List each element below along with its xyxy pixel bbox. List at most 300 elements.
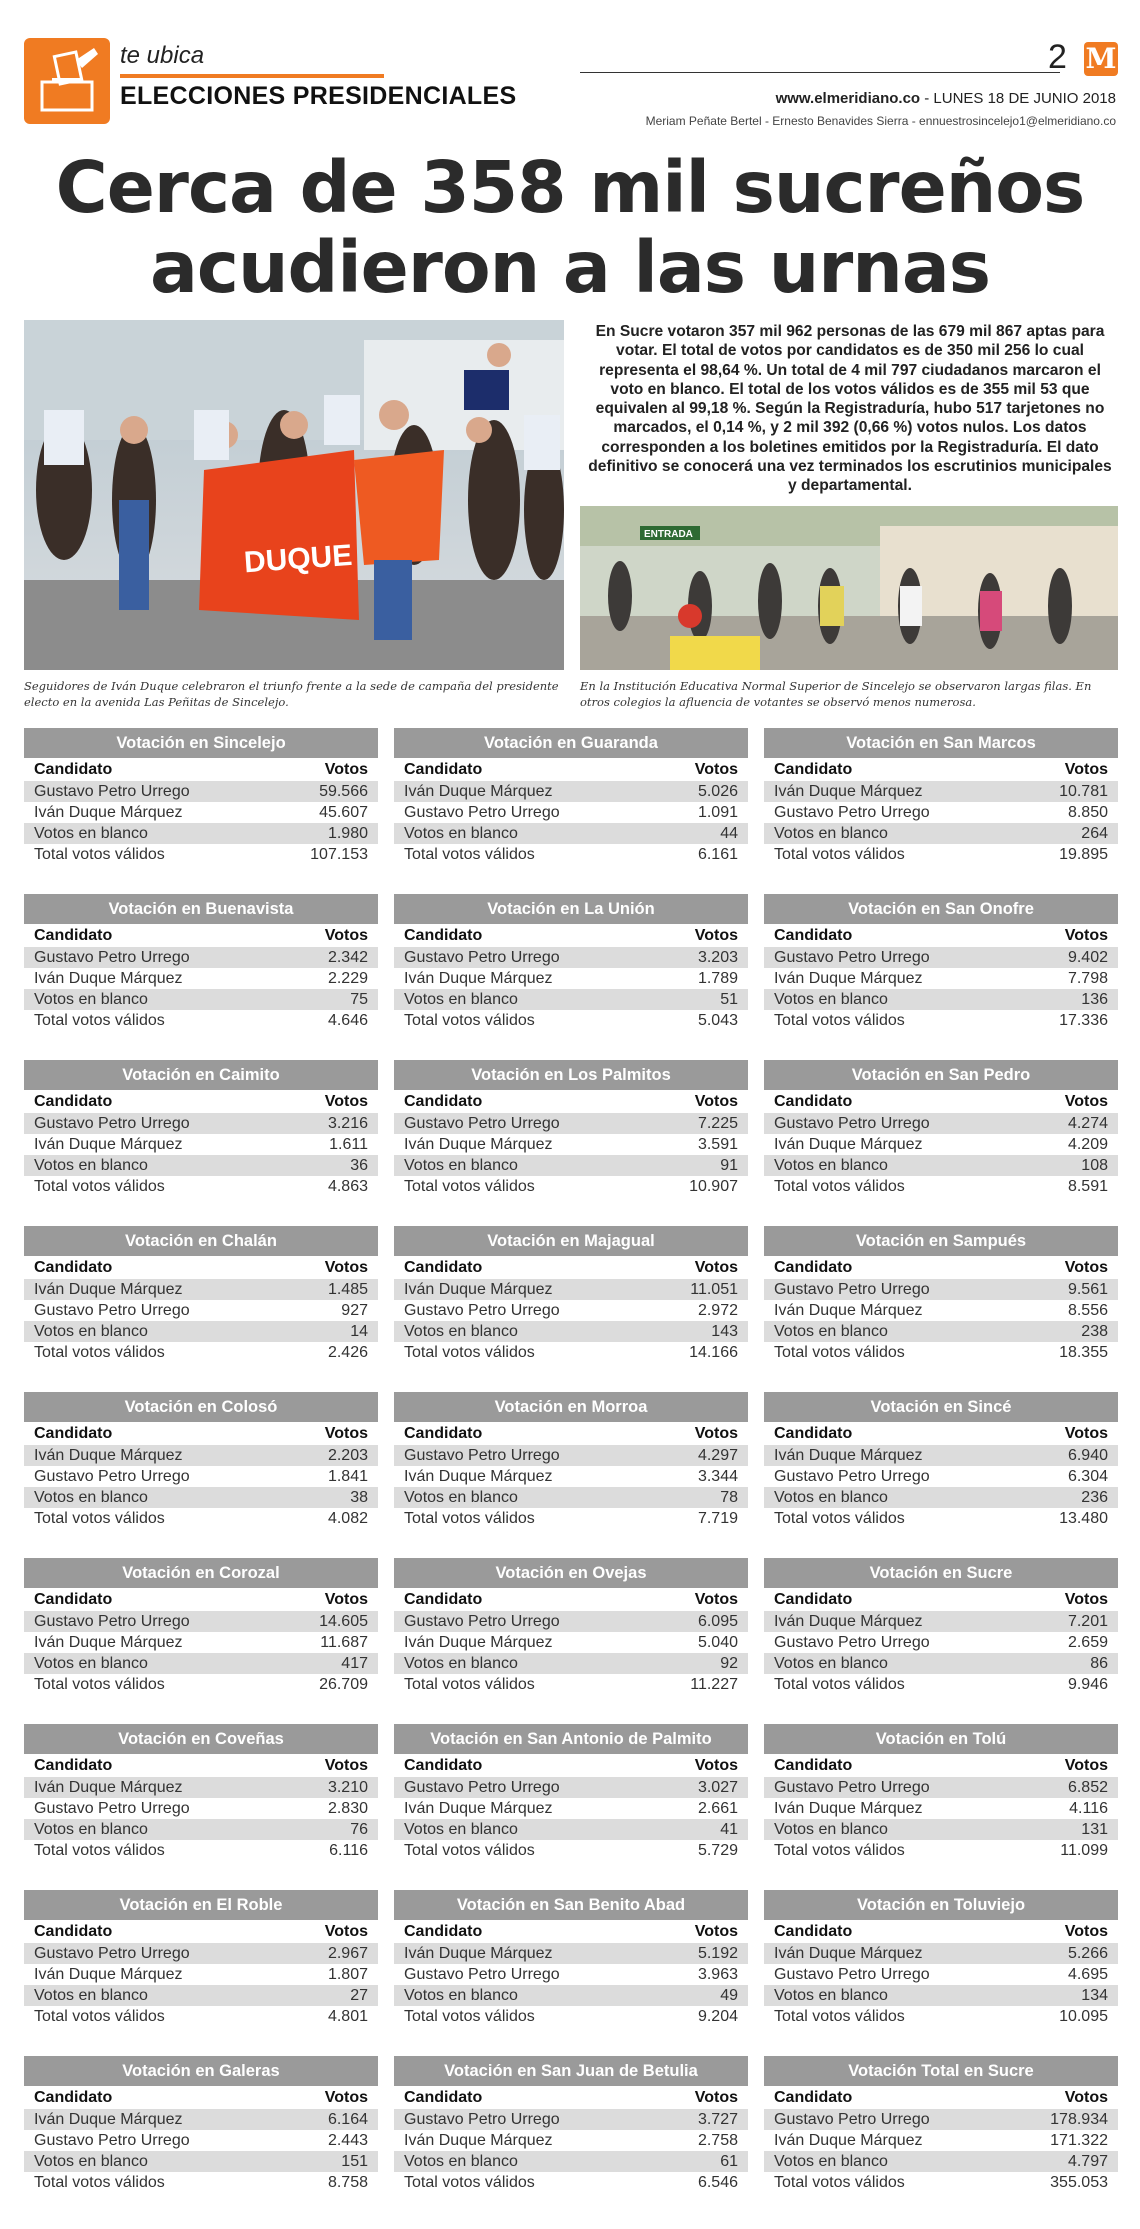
candidate-header: Candidato bbox=[774, 927, 853, 944]
votes-header: Votos bbox=[694, 1259, 738, 1276]
table-row bbox=[764, 1985, 1118, 2006]
table-title: Votación en Guaranda bbox=[394, 728, 748, 758]
table-header-row bbox=[24, 1754, 378, 1777]
table-header-row bbox=[394, 1588, 748, 1611]
table-row bbox=[24, 1279, 378, 1300]
votes-cell: 2.229 bbox=[327, 970, 368, 987]
results-table bbox=[764, 1724, 1118, 1861]
table-title: Votación en Colosó bbox=[24, 1392, 378, 1422]
votes-header: Votos bbox=[1064, 2089, 1108, 2106]
votes-cell: 9.402 bbox=[1067, 949, 1108, 966]
candidate-cell: Votos en blanco bbox=[774, 2153, 888, 2170]
table-row bbox=[24, 968, 378, 989]
votes-cell: 75 bbox=[350, 991, 368, 1008]
results-table bbox=[24, 2056, 378, 2193]
votes-cell: 3.591 bbox=[697, 1136, 738, 1153]
votes-cell: 2.830 bbox=[327, 1800, 368, 1817]
candidate-header: Candidato bbox=[34, 1259, 113, 1276]
candidate-cell: Votos en blanco bbox=[774, 1489, 888, 1506]
candidate-header: Candidato bbox=[34, 1923, 113, 1940]
candidate-cell: Iván Duque Márquez bbox=[774, 1613, 923, 1630]
candidate-cell: Total votos válidos bbox=[404, 2008, 535, 2025]
votes-cell: 4.209 bbox=[1067, 1136, 1108, 1153]
candidate-cell: Total votos válidos bbox=[774, 1344, 905, 1361]
votes-cell: 2.443 bbox=[327, 2132, 368, 2149]
candidate-cell: Total votos válidos bbox=[404, 2174, 535, 2191]
results-table bbox=[24, 894, 378, 1031]
table-row bbox=[394, 989, 748, 1010]
votes-cell: 151 bbox=[341, 2153, 368, 2170]
candidate-cell: Iván Duque Márquez bbox=[404, 1945, 553, 1962]
table-row bbox=[24, 989, 378, 1010]
votes-cell: 3.203 bbox=[697, 949, 738, 966]
table-row bbox=[394, 2109, 748, 2130]
votes-header: Votos bbox=[324, 1259, 368, 1276]
table-header-row bbox=[394, 1256, 748, 1279]
intro-paragraph: En Sucre votaron 357 mil 962 personas de las 679 mil 867 aptas para votar. El total de votos por candidatos es de 350 mil 256 lo cual representa el 98,64 %. Un total de 4 mil 797 ciudadanos marcaron el voto en blanco. El total de los votos válidos es de 355 mil 53 que equivalen al 99,18 %. Según la Registraduría, hubo 517 tarjetones no marcados, el 0,14 %, y 2 mil 392 (0,66 %) votos nulos. Los datos corresponden a los boletines emitidos por la Registraduría. El dato definitivo se conocerá una vez terminados los escrutinios municipales y departamental. bbox=[588, 323, 1112, 495]
table-row bbox=[24, 1985, 378, 2006]
table-row bbox=[764, 1840, 1118, 1861]
votes-cell: 6.546 bbox=[697, 2174, 738, 2191]
table-row bbox=[24, 1819, 378, 1840]
votes-cell: 5.729 bbox=[697, 1842, 738, 1859]
table-row bbox=[24, 2130, 378, 2151]
table-title: Votación en Los Palmitos bbox=[394, 1060, 748, 1090]
votes-cell: 238 bbox=[1081, 1323, 1108, 1340]
table-row bbox=[764, 1653, 1118, 1674]
votes-header: Votos bbox=[1064, 1093, 1108, 1110]
candidate-cell: Votos en blanco bbox=[404, 825, 518, 842]
table-header-row bbox=[764, 924, 1118, 947]
table-row bbox=[764, 989, 1118, 1010]
votes-header: Votos bbox=[1064, 1259, 1108, 1276]
banner-text: DUQUE bbox=[242, 538, 354, 580]
photo-caption-2: En la Institución Educativa Normal Superior de Sincelejo se observaron largas filas. En otros colegios la afluencia de votantes se observó menos numerosa. bbox=[580, 679, 1092, 709]
votes-cell: 9.561 bbox=[1067, 1281, 1108, 1298]
candidate-cell: Iván Duque Márquez bbox=[34, 1634, 183, 1651]
votes-cell: 14.605 bbox=[319, 1613, 368, 1630]
candidate-header: Candidato bbox=[774, 2089, 853, 2106]
table-row bbox=[24, 1487, 378, 1508]
table-row bbox=[394, 1010, 748, 1031]
candidate-cell: Votos en blanco bbox=[404, 1489, 518, 1506]
candidate-cell: Gustavo Petro Urrego bbox=[404, 949, 560, 966]
votes-cell: 3.210 bbox=[327, 1779, 368, 1796]
site-url[interactable]: www.elmeridiano.co bbox=[775, 90, 921, 107]
votes-header: Votos bbox=[694, 1923, 738, 1940]
table-row bbox=[764, 1674, 1118, 1695]
votes-header: Votos bbox=[694, 2089, 738, 2106]
table-row bbox=[764, 1010, 1118, 1031]
table-title: Votación en Corozal bbox=[24, 1558, 378, 1588]
candidate-cell: Total votos válidos bbox=[404, 1344, 535, 1361]
candidate-header: Candidato bbox=[404, 1259, 483, 1276]
votes-cell: 44 bbox=[720, 825, 738, 842]
candidate-cell: Total votos válidos bbox=[34, 1178, 165, 1195]
candidate-cell: Gustavo Petro Urrego bbox=[774, 1115, 930, 1132]
candidate-cell: Votos en blanco bbox=[34, 2153, 148, 2170]
table-title: Votación en Sincelejo bbox=[24, 728, 378, 758]
votes-cell: 7.201 bbox=[1067, 1613, 1108, 1630]
candidate-cell: Votos en blanco bbox=[774, 1157, 888, 1174]
votes-cell: 11.051 bbox=[690, 1281, 738, 1298]
votes-cell: 2.967 bbox=[327, 1945, 368, 1962]
results-table bbox=[394, 1060, 748, 1197]
candidate-cell: Iván Duque Márquez bbox=[404, 2132, 553, 2149]
table-row bbox=[764, 2006, 1118, 2027]
votes-cell: 171.322 bbox=[1050, 2132, 1108, 2149]
candidate-cell: Gustavo Petro Urrego bbox=[34, 1115, 190, 1132]
table-row bbox=[24, 1445, 378, 1466]
votes-cell: 49 bbox=[720, 1987, 738, 2004]
votes-cell: 2.203 bbox=[327, 1447, 368, 1464]
results-table bbox=[24, 1226, 378, 1363]
results-table bbox=[764, 1558, 1118, 1695]
table-title: Votación en San Marcos bbox=[764, 728, 1118, 758]
votes-header: Votos bbox=[324, 2089, 368, 2106]
table-row bbox=[394, 781, 748, 802]
votes-cell: 264 bbox=[1081, 825, 1108, 842]
table-title: Votación en Toluviejo bbox=[764, 1890, 1118, 1920]
table-title: Votación en San Onofre bbox=[764, 894, 1118, 924]
votes-cell: 2.758 bbox=[697, 2132, 738, 2149]
votes-cell: 178.934 bbox=[1050, 2111, 1108, 2128]
table-row bbox=[24, 1010, 378, 1031]
table-row bbox=[764, 1819, 1118, 1840]
table-row bbox=[24, 947, 378, 968]
table-title: Votación en Majagual bbox=[394, 1226, 748, 1256]
candidate-cell: Votos en blanco bbox=[404, 991, 518, 1008]
votes-header: Votos bbox=[694, 1591, 738, 1608]
votes-cell: 2.426 bbox=[327, 1344, 368, 1361]
candidate-cell: Gustavo Petro Urrego bbox=[34, 2132, 190, 2149]
candidate-header: Candidato bbox=[404, 761, 483, 778]
table-header-row bbox=[764, 1090, 1118, 1113]
table-row bbox=[764, 1300, 1118, 1321]
table-title: Votación en Galeras bbox=[24, 2056, 378, 2086]
candidate-cell: Gustavo Petro Urrego bbox=[774, 949, 930, 966]
table-row bbox=[394, 1176, 748, 1197]
table-row bbox=[394, 1300, 748, 1321]
candidate-cell: Total votos válidos bbox=[34, 2008, 165, 2025]
table-row bbox=[764, 1777, 1118, 1798]
votes-cell: 3.216 bbox=[327, 1115, 368, 1132]
table-row bbox=[394, 1611, 748, 1632]
votes-cell: 3.027 bbox=[697, 1779, 738, 1796]
votes-header: Votos bbox=[1064, 761, 1108, 778]
candidate-cell: Total votos válidos bbox=[774, 1012, 905, 1029]
table-row bbox=[764, 1176, 1118, 1197]
votes-header: Votos bbox=[1064, 927, 1108, 944]
candidate-cell: Gustavo Petro Urrego bbox=[774, 804, 930, 821]
candidate-cell: Gustavo Petro Urrego bbox=[404, 804, 560, 821]
table-row bbox=[394, 1445, 748, 1466]
table-row bbox=[764, 2109, 1118, 2130]
table-row bbox=[394, 947, 748, 968]
section-kicker: te ubica bbox=[120, 42, 205, 69]
candidate-cell: Iván Duque Márquez bbox=[774, 1800, 923, 1817]
candidate-cell: Gustavo Petro Urrego bbox=[34, 1302, 190, 1319]
table-row bbox=[764, 1155, 1118, 1176]
candidate-cell: Iván Duque Márquez bbox=[404, 1468, 553, 1485]
votes-cell: 51 bbox=[720, 991, 738, 1008]
votes-cell: 4.082 bbox=[327, 1510, 368, 1527]
votes-cell: 2.342 bbox=[327, 949, 368, 966]
votes-header: Votos bbox=[1064, 1591, 1108, 1608]
table-row bbox=[394, 1943, 748, 1964]
candidate-header: Candidato bbox=[34, 1591, 113, 1608]
candidate-cell: Gustavo Petro Urrego bbox=[34, 1613, 190, 1630]
table-row bbox=[24, 781, 378, 802]
sign-text: ENTRADA bbox=[644, 529, 693, 540]
candidate-cell: Gustavo Petro Urrego bbox=[34, 949, 190, 966]
votes-cell: 4.801 bbox=[327, 2008, 368, 2025]
table-row bbox=[394, 1632, 748, 1653]
votes-cell: 86 bbox=[1090, 1655, 1108, 1672]
candidate-cell: Votos en blanco bbox=[774, 1821, 888, 1838]
candidate-cell: Votos en blanco bbox=[34, 1157, 148, 1174]
headline-line-1: Cerca de 358 mil sucreños bbox=[55, 146, 1085, 229]
candidate-cell: Iván Duque Márquez bbox=[34, 1136, 183, 1153]
table-row bbox=[764, 1632, 1118, 1653]
table-title: Votación en El Roble bbox=[24, 1890, 378, 1920]
candidate-cell: Total votos válidos bbox=[34, 846, 165, 863]
votes-cell: 1.611 bbox=[329, 1136, 368, 1153]
table-row bbox=[394, 1134, 748, 1155]
table-header-row bbox=[394, 1422, 748, 1445]
results-table bbox=[394, 2056, 748, 2193]
candidate-cell: Iván Duque Márquez bbox=[774, 1447, 923, 1464]
votes-cell: 91 bbox=[720, 1157, 738, 1174]
candidate-cell: Iván Duque Márquez bbox=[774, 1945, 923, 1962]
dateline bbox=[776, 90, 1116, 107]
table-row bbox=[764, 947, 1118, 968]
table-row bbox=[24, 844, 378, 865]
table-header-row bbox=[764, 1920, 1118, 1943]
candidate-cell: Votos en blanco bbox=[34, 1987, 148, 2004]
table-title: Votación en Morroa bbox=[394, 1392, 748, 1422]
kicker-underline bbox=[120, 74, 384, 78]
votes-cell: 1.980 bbox=[327, 825, 368, 842]
votes-cell: 4.797 bbox=[1067, 2153, 1108, 2170]
votes-header: Votos bbox=[694, 927, 738, 944]
candidate-header: Candidato bbox=[34, 1093, 113, 1110]
candidate-cell: Iván Duque Márquez bbox=[34, 2111, 183, 2128]
votes-cell: 131 bbox=[1081, 1821, 1108, 1838]
candidate-cell: Total votos válidos bbox=[34, 2174, 165, 2191]
results-table bbox=[394, 728, 748, 865]
votes-cell: 36 bbox=[350, 1157, 368, 1174]
candidate-cell: Votos en blanco bbox=[34, 1655, 148, 1672]
table-row bbox=[24, 2006, 378, 2027]
candidate-header: Candidato bbox=[404, 1591, 483, 1608]
author-line: Meriam Peñate Bertel - Ernesto Benavides Sierra - ennuestrosincelejo1@elmeridiano.co bbox=[645, 114, 1116, 128]
results-table bbox=[764, 1392, 1118, 1529]
table-row bbox=[24, 1321, 378, 1342]
table-header-row bbox=[24, 924, 378, 947]
candidate-header: Candidato bbox=[34, 1425, 113, 1442]
candidate-cell: Total votos válidos bbox=[34, 1676, 165, 1693]
votes-cell: 11.099 bbox=[1060, 1842, 1108, 1859]
table-header-row bbox=[764, 1256, 1118, 1279]
candidate-header: Candidato bbox=[404, 2089, 483, 2106]
candidate-cell: Votos en blanco bbox=[34, 991, 148, 1008]
table-row bbox=[394, 2006, 748, 2027]
table-title: Votación Total en Sucre bbox=[764, 2056, 1118, 2086]
votes-cell: 76 bbox=[350, 1821, 368, 1838]
candidate-cell: Iván Duque Márquez bbox=[404, 1634, 553, 1651]
votes-cell: 107.153 bbox=[310, 846, 368, 863]
candidate-cell: Total votos válidos bbox=[774, 1676, 905, 1693]
candidate-cell: Iván Duque Márquez bbox=[34, 1281, 183, 1298]
candidate-header: Candidato bbox=[774, 1591, 853, 1608]
table-header-row bbox=[394, 2086, 748, 2109]
date: - LUNES 18 DE JUNIO 2018 bbox=[920, 90, 1116, 107]
table-row bbox=[394, 2130, 748, 2151]
votes-cell: 27 bbox=[350, 1987, 368, 2004]
votes-cell: 4.116 bbox=[1069, 1800, 1108, 1817]
table-row bbox=[764, 1508, 1118, 1529]
table-row bbox=[764, 1943, 1118, 1964]
votes-header: Votos bbox=[694, 1757, 738, 1774]
table-row bbox=[394, 1653, 748, 1674]
table-row bbox=[764, 823, 1118, 844]
table-header-row bbox=[394, 758, 748, 781]
candidate-cell: Iván Duque Márquez bbox=[774, 2132, 923, 2149]
candidate-cell: Total votos válidos bbox=[774, 2008, 905, 2025]
votes-cell: 4.695 bbox=[1067, 1966, 1108, 1983]
ballot-box-icon bbox=[24, 38, 110, 124]
table-title: Votación en San Pedro bbox=[764, 1060, 1118, 1090]
votes-header: Votos bbox=[324, 1093, 368, 1110]
candidate-header: Candidato bbox=[404, 1757, 483, 1774]
results-table bbox=[394, 894, 748, 1031]
votes-cell: 10.781 bbox=[1059, 783, 1108, 800]
votes-cell: 92 bbox=[720, 1655, 738, 1672]
votes-header: Votos bbox=[324, 927, 368, 944]
table-row bbox=[24, 1674, 378, 1695]
votes-cell: 8.556 bbox=[1067, 1302, 1108, 1319]
results-table bbox=[394, 1558, 748, 1695]
results-table bbox=[24, 1890, 378, 2027]
headline-line-2: acudieron a las urnas bbox=[149, 226, 991, 309]
table-title: Votación en La Unión bbox=[394, 894, 748, 924]
candidate-cell: Gustavo Petro Urrego bbox=[34, 1468, 190, 1485]
votes-cell: 7.225 bbox=[697, 1115, 738, 1132]
votes-cell: 3.727 bbox=[697, 2111, 738, 2128]
table-title: Votación en San Benito Abad bbox=[394, 1890, 748, 1920]
table-header-row bbox=[764, 758, 1118, 781]
candidate-cell: Gustavo Petro Urrego bbox=[404, 2111, 560, 2128]
table-row bbox=[24, 1964, 378, 1985]
candidate-header: Candidato bbox=[404, 927, 483, 944]
candidate-cell: Votos en blanco bbox=[404, 1323, 518, 1340]
results-table bbox=[394, 1724, 748, 1861]
votes-cell: 61 bbox=[720, 2153, 738, 2170]
table-header-row bbox=[394, 1090, 748, 1113]
table-row bbox=[394, 1321, 748, 1342]
votes-cell: 8.591 bbox=[1067, 1178, 1108, 1195]
candidate-cell: Votos en blanco bbox=[34, 825, 148, 842]
votes-cell: 4.274 bbox=[1067, 1115, 1108, 1132]
votes-cell: 4.863 bbox=[327, 1178, 368, 1195]
table-header-row bbox=[764, 1588, 1118, 1611]
table-title: Votación en Buenavista bbox=[24, 894, 378, 924]
table-header-row bbox=[24, 1422, 378, 1445]
table-title: Votación en Caimito bbox=[24, 1060, 378, 1090]
candidate-cell: Gustavo Petro Urrego bbox=[404, 1613, 560, 1630]
candidate-cell: Iván Duque Márquez bbox=[774, 1302, 923, 1319]
votes-cell: 143 bbox=[711, 1323, 738, 1340]
votes-cell: 6.164 bbox=[327, 2111, 368, 2128]
votes-cell: 3.344 bbox=[697, 1468, 738, 1485]
votes-header: Votos bbox=[324, 1757, 368, 1774]
votes-cell: 45.607 bbox=[319, 804, 368, 821]
candidate-cell: Votos en blanco bbox=[404, 1655, 518, 1672]
votes-cell: 18.355 bbox=[1059, 1344, 1108, 1361]
votes-cell: 6.095 bbox=[697, 1613, 738, 1630]
table-row bbox=[764, 1798, 1118, 1819]
candidate-cell: Total votos válidos bbox=[404, 1676, 535, 1693]
candidate-cell: Gustavo Petro Urrego bbox=[404, 1966, 560, 1983]
table-title: Votación en Tolú bbox=[764, 1724, 1118, 1754]
votes-cell: 5.043 bbox=[697, 1012, 738, 1029]
table-row bbox=[764, 1279, 1118, 1300]
candidate-header: Candidato bbox=[774, 1425, 853, 1442]
table-row bbox=[24, 1632, 378, 1653]
votes-cell: 2.659 bbox=[1067, 1634, 1108, 1651]
votes-header: Votos bbox=[324, 761, 368, 778]
table-row bbox=[24, 1155, 378, 1176]
candidate-cell: Iván Duque Márquez bbox=[774, 1136, 923, 1153]
candidate-cell: Total votos válidos bbox=[404, 846, 535, 863]
votes-cell: 3.963 bbox=[697, 1966, 738, 1983]
results-table bbox=[24, 1060, 378, 1197]
candidate-cell: Gustavo Petro Urrego bbox=[774, 1634, 930, 1651]
table-row bbox=[24, 1777, 378, 1798]
results-table bbox=[764, 1226, 1118, 1363]
table-row bbox=[394, 1985, 748, 2006]
votes-cell: 9.946 bbox=[1067, 1676, 1108, 1693]
results-table bbox=[24, 1724, 378, 1861]
page-number: 2 bbox=[1048, 38, 1067, 76]
table-row bbox=[394, 1777, 748, 1798]
votes-header: Votos bbox=[324, 1591, 368, 1608]
results-table bbox=[24, 1558, 378, 1695]
candidate-cell: Iván Duque Márquez bbox=[34, 1447, 183, 1464]
votes-cell: 5.026 bbox=[697, 783, 738, 800]
results-table bbox=[764, 894, 1118, 1031]
votes-cell: 6.852 bbox=[1067, 1779, 1108, 1796]
votes-cell: 10.907 bbox=[689, 1178, 738, 1195]
table-row bbox=[24, 1300, 378, 1321]
candidate-cell: Gustavo Petro Urrego bbox=[774, 1468, 930, 1485]
table-header-row bbox=[24, 1920, 378, 1943]
candidate-cell: Iván Duque Márquez bbox=[34, 970, 183, 987]
candidate-header: Candidato bbox=[404, 1923, 483, 1940]
votes-header: Votos bbox=[1064, 1923, 1108, 1940]
votes-cell: 355.053 bbox=[1050, 2174, 1108, 2191]
votes-cell: 236 bbox=[1081, 1489, 1108, 1506]
table-row bbox=[764, 1445, 1118, 1466]
table-row bbox=[24, 1466, 378, 1487]
table-header-row bbox=[764, 1754, 1118, 1777]
votes-header: Votos bbox=[1064, 1425, 1108, 1442]
table-title: Votación en Sampués bbox=[764, 1226, 1118, 1256]
votes-cell: 134 bbox=[1081, 1987, 1108, 2004]
table-row bbox=[394, 2172, 748, 2193]
table-row bbox=[394, 1342, 748, 1363]
